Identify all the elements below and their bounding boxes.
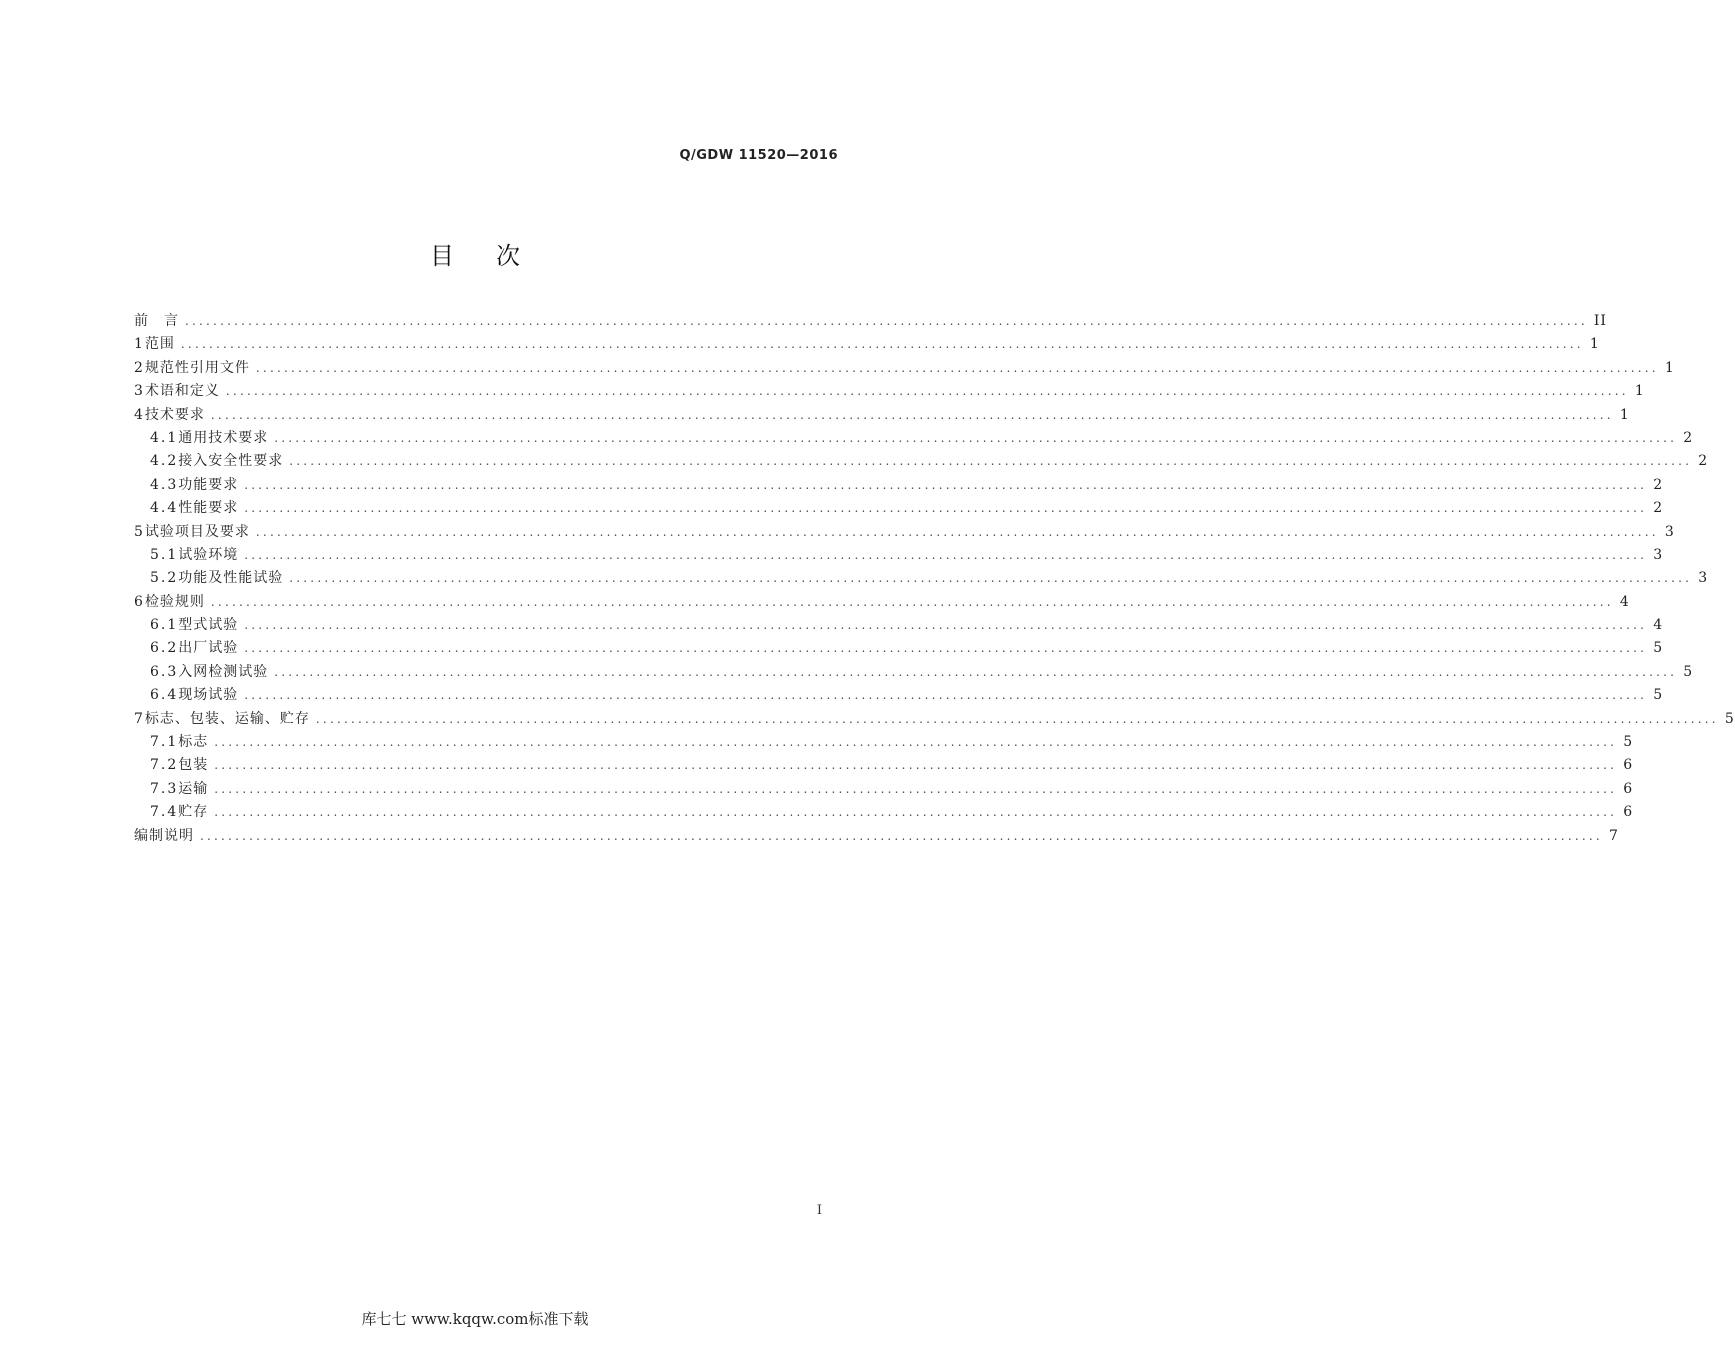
toc-entry-label: 试验环境 [178,546,239,563]
toc-entry[interactable] [134,450,1709,473]
toc-entry-page: 5 [1653,640,1664,657]
toc-entry-label: 范围 [144,336,175,353]
toc-entry-page: 2 [1698,453,1709,470]
toc-entry-label: 贮存 [178,804,209,821]
toc-dot-leader: ........................................................................................................................................................................................................ [214,735,1618,750]
toc-entry[interactable] [134,825,1619,848]
toc-entry-number: 6.2 [150,640,179,657]
toc-entry-label: 检验规则 [144,593,205,610]
toc-dot-leader: ........................................................................................................................................................................................................ [255,360,1659,375]
toc-entry-label: 现场试验 [178,687,239,704]
toc-entry-page: 5 [1683,663,1694,680]
toc-entry-number: 5.1 [150,546,179,563]
toc-entry-label: 性能要求 [178,500,239,517]
toc-entry-label: 标志、包装、运输、贮存 [144,710,310,727]
toc-dot-leader: ........................................................................................................................................................................................................ [200,828,1603,843]
toc-entry-page: 3 [1698,570,1709,587]
toc-entry-page: 2 [1653,476,1664,493]
toc-entry[interactable] [134,637,1664,660]
toc-dot-leader: ........................................................................................................................................................................................................ [315,711,1719,726]
toc-title: 目次 [430,242,562,270]
toc-entry-number: 2 [134,359,145,376]
toc-entry[interactable] [134,684,1664,707]
toc-entry[interactable] [134,778,1634,801]
toc-entry-label: 功能及性能试验 [178,570,284,587]
toc-entry-page: 1 [1664,359,1675,376]
toc-entry[interactable] [134,333,1600,356]
toc-dot-leader: ........................................................................................................................................................................................................ [225,384,1629,399]
toc-entry-label: 技术要求 [144,406,205,423]
toc-dot-leader: ........................................................................................................................................................................................................ [274,430,1678,445]
toc-entry-label: 通用技术要求 [178,429,269,446]
toc-entry-number: 1 [134,336,145,353]
toc-dot-leader: ........................................................................................................................................................................................................ [244,641,1648,656]
toc-entry-label: 包装 [178,757,209,774]
toc-dot-leader: ........................................................................................................................................................................................................ [244,477,1648,492]
toc-dot-leader: ........................................................................................................................................................................................................ [244,618,1648,633]
toc-dot-leader: ........................................................................................................................................................................................................ [210,594,1614,609]
toc-entry[interactable] [134,661,1694,684]
toc-entry[interactable] [134,357,1675,380]
toc-entry-number: 4.1 [150,429,179,446]
toc-entry-number: 4.3 [150,476,179,493]
toc-entry[interactable] [134,427,1694,450]
toc-entry[interactable] [134,380,1645,403]
toc-entry[interactable] [134,310,1607,333]
toc-entry-label: 接入安全性要求 [178,453,284,470]
toc-entry-number: 6 [134,593,145,610]
toc-entry-number: 7.2 [150,757,179,774]
toc-dot-leader: ........................................................................................................................................................................................................ [274,664,1678,679]
toc-entry[interactable] [134,497,1664,520]
toc-dot-leader: ........................................................................................................................................................................................................ [180,337,1584,352]
toc-dot-leader: ........................................................................................................................................................................................................ [214,805,1618,820]
toc-entry-page: 6 [1623,804,1634,821]
toc-entry-number: 4.2 [150,453,179,470]
toc-entry-page: II [1593,313,1607,329]
toc-dot-leader: ........................................................................................................................................................................................................ [289,454,1693,469]
toc-entry-page: 3 [1664,523,1675,540]
toc-entry-label: 编制说明 [134,827,194,844]
toc-dot-leader: ........................................................................................................................................................................................................ [214,781,1618,796]
toc-entry-number: 7 [134,710,145,727]
toc-entry[interactable] [134,521,1675,544]
toc-entry-number: 5 [134,523,145,540]
toc-entry-number: 6.1 [150,617,179,634]
toc-dot-leader: ........................................................................................................................................................................................................ [289,571,1693,586]
toc-entry-number: 4 [134,406,145,423]
toc-entry-label: 标志 [178,734,209,751]
toc-entry[interactable] [134,731,1634,754]
toc-entry-number: 4.4 [150,500,179,517]
toc-entry-label: 试验项目及要求 [144,523,250,540]
toc-dot-leader: ........................................................................................................................................................................................................ [185,314,1588,328]
toc-entry-page: 3 [1653,546,1664,563]
page-number: I [816,1203,822,1218]
toc-dot-leader: ........................................................................................................................................................................................................ [255,524,1659,539]
toc-entry[interactable] [134,567,1709,590]
toc-entry-number: 7.4 [150,804,179,821]
toc-entry-page: 1 [1589,336,1600,353]
toc-entry-label: 前 言 [134,313,179,329]
toc-entry-page: 7 [1608,827,1619,844]
toc-entry[interactable] [134,474,1664,497]
footer-watermark: 库七七 www.kqqw.com标准下载 [361,1310,589,1328]
toc-entry[interactable] [134,591,1630,614]
toc-entry-number: 3 [134,383,145,400]
toc-entry-number: 7.1 [150,734,179,751]
toc-entry-label: 术语和定义 [144,383,220,400]
toc-dot-leader: ........................................................................................................................................................................................................ [244,501,1648,516]
toc-entry-page: 1 [1619,406,1630,423]
toc-entry-number: 5.2 [150,570,179,587]
document-code: Q/GDW 11520—2016 [679,148,838,163]
toc-dot-leader: ........................................................................................................................................................................................................ [214,758,1618,773]
toc-entry-page: 6 [1623,780,1634,797]
toc-entry-page: 5 [1653,687,1664,704]
toc-entry-page: 4 [1619,593,1630,610]
toc-entry-number: 7.3 [150,780,179,797]
toc-entry-number: 6.3 [150,663,179,680]
table-of-contents [134,310,1735,848]
toc-entry-label: 运输 [178,780,209,797]
toc-entry[interactable] [134,754,1634,777]
toc-entry-label: 功能要求 [178,476,239,493]
toc-dot-leader: ........................................................................................................................................................................................................ [244,688,1648,703]
toc-entry-number: 6.4 [150,687,179,704]
toc-entry-page: 5 [1724,710,1735,727]
toc-entry[interactable] [134,404,1630,427]
toc-dot-leader: ........................................................................................................................................................................................................ [210,407,1614,422]
toc-dot-leader: ........................................................................................................................................................................................................ [244,547,1648,562]
toc-entry-label: 规范性引用文件 [144,359,250,376]
toc-entry[interactable] [134,614,1664,637]
toc-entry[interactable] [134,801,1634,824]
toc-entry[interactable] [134,708,1735,731]
toc-entry-page: 6 [1623,757,1634,774]
toc-entry-page: 2 [1683,429,1694,446]
toc-entry-page: 4 [1653,617,1664,634]
toc-entry-label: 入网检测试验 [178,663,269,680]
toc-entry-label: 出厂试验 [178,640,239,657]
toc-entry-page: 2 [1653,500,1664,517]
toc-entry[interactable] [134,544,1664,567]
toc-entry-label: 型式试验 [178,617,239,634]
toc-entry-page: 1 [1634,383,1645,400]
toc-entry-page: 5 [1623,734,1634,751]
